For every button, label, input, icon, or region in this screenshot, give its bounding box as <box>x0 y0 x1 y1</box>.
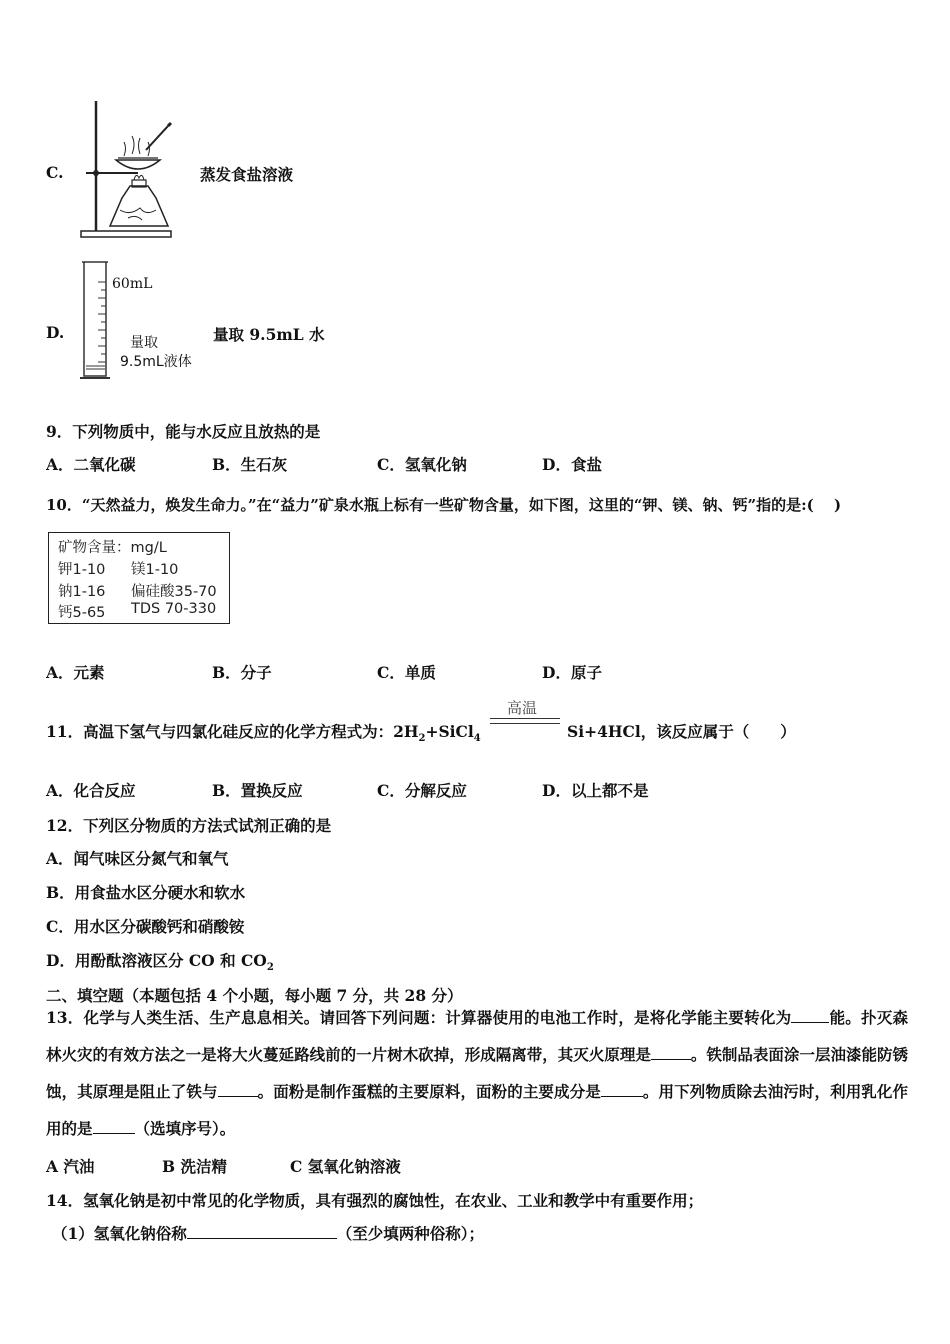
q11-option-a: A．化合反应 <box>46 781 136 800</box>
q12-option-c: C．用水区分碳酸钙和硝酸铵 <box>46 917 245 936</box>
section-2-heading: 二、填空题（本题包括 4 个小题，每小题 7 分，共 28 分） <box>46 986 463 1005</box>
q12-option-a: A．闻气味区分氮气和氧气 <box>46 849 229 868</box>
q13-option-a: A 汽油 <box>46 1157 95 1176</box>
question-14-stem: 14．氢氧化钠是初中常见的化学物质，具有强烈的腐蚀性，在农业、工业和教学中有重要作用； <box>46 1191 704 1210</box>
cylinder-top-label: 60mL <box>112 276 153 292</box>
q9-option-b: B．生石灰 <box>212 455 288 474</box>
cylinder-label-2: 9.5mL液体 <box>120 354 192 370</box>
reaction-condition: 高温 <box>507 699 538 717</box>
item-c-caption: 蒸发食盐溶液 <box>200 165 294 184</box>
question-14-part-1: （1）氢氧化钠俗称 （至少填两种俗称）； <box>52 1224 485 1243</box>
q9-option-a: A．二氧化碳 <box>46 455 136 474</box>
question-11-stem-start: 11．高温下氢气与四氯化硅反应的化学方程式为：$2H_2+SiCl_4$ <box>46 722 481 745</box>
mineral-tds: TDS 70-330 <box>131 601 217 617</box>
question-11-stem-end: Si+4HCl，该反应属于（ ） <box>567 722 796 741</box>
q9-option-d: D．食盐 <box>542 455 602 474</box>
blank-13-2[interactable] <box>651 1045 691 1060</box>
q10-option-b: B．分子 <box>212 663 272 682</box>
q11-option-d: D．以上都不是 <box>542 781 649 800</box>
cylinder-label-1: 量取 <box>130 335 158 351</box>
blank-13-5[interactable] <box>93 1119 135 1134</box>
q12-option-d: D．用酚酞溶液区分 CO 和 $CO_2$ <box>46 951 274 974</box>
mineral-content-label <box>48 532 230 624</box>
option-letter-c: C. <box>46 163 64 182</box>
q10-option-d: D．原子 <box>542 663 602 682</box>
blank-13-3[interactable] <box>218 1082 258 1097</box>
item-d-caption: 量取 9.5mL 水 <box>213 325 325 344</box>
question-13-paragraph: 13．化学与人类生活、生产息息相关。请回答下列问题：计算器使用的电池工作时，是将化学能主要转化为 能。扑灭森林火灾的有效方法之一是将大火蔓延路线前的一片树木砍掉，形成隔离带，其灭火原理是 。铁制品表面涂一层油漆能防锈蚀，其原理是阻止了铁与 。面粉是制作蛋糕的主要原料，面粉的主要成分是 。用下列物质除去油污时，利用乳化作用的是 （选填序号）。 <box>46 1008 908 1138</box>
q13-option-b: B 洗洁精 <box>162 1157 227 1176</box>
q11-option-b: B．置换反应 <box>212 781 303 800</box>
mineral-calcium: 钙5-65 <box>58 605 106 621</box>
question-9-stem: 9．下列物质中，能与水反应且放热的是 <box>46 422 321 441</box>
blank-13-4[interactable] <box>601 1082 643 1097</box>
q10-option-c: C．单质 <box>377 663 436 682</box>
q9-option-c: C．氢氧化钠 <box>377 455 467 474</box>
question-10-stem: 10．“天然益力，焕发生命力。”在“益力”矿泉水瓶上标有一些矿物含量，如下图，这里的“钾、镁、钠、钙”指的是:( ) <box>46 496 842 514</box>
q12-option-b: B．用食盐水区分硬水和软水 <box>46 883 246 902</box>
mineral-sodium: 钠1-16 <box>58 584 106 600</box>
mineral-metasilicic-acid: 偏硅酸35-70 <box>131 584 217 600</box>
q11-option-c: C．分解反应 <box>377 781 467 800</box>
blank-13-1[interactable] <box>791 1008 829 1023</box>
blank-14-1[interactable] <box>187 1224 337 1239</box>
reaction-arrow <box>490 718 560 724</box>
mineral-magnesium: 镁1-10 <box>131 562 179 578</box>
mineral-potassium: 钾1-10 <box>58 562 106 578</box>
evaporation-apparatus-image <box>76 98 176 240</box>
mineral-label-title: 矿物含量：mg/L <box>58 540 167 556</box>
option-letter-d: D. <box>46 323 65 342</box>
q13-option-c: C 氢氧化钠溶液 <box>290 1157 401 1176</box>
question-12-stem: 12．下列区分物质的方法式试剂正确的是 <box>46 816 332 835</box>
q10-option-a: A．元素 <box>46 663 105 682</box>
